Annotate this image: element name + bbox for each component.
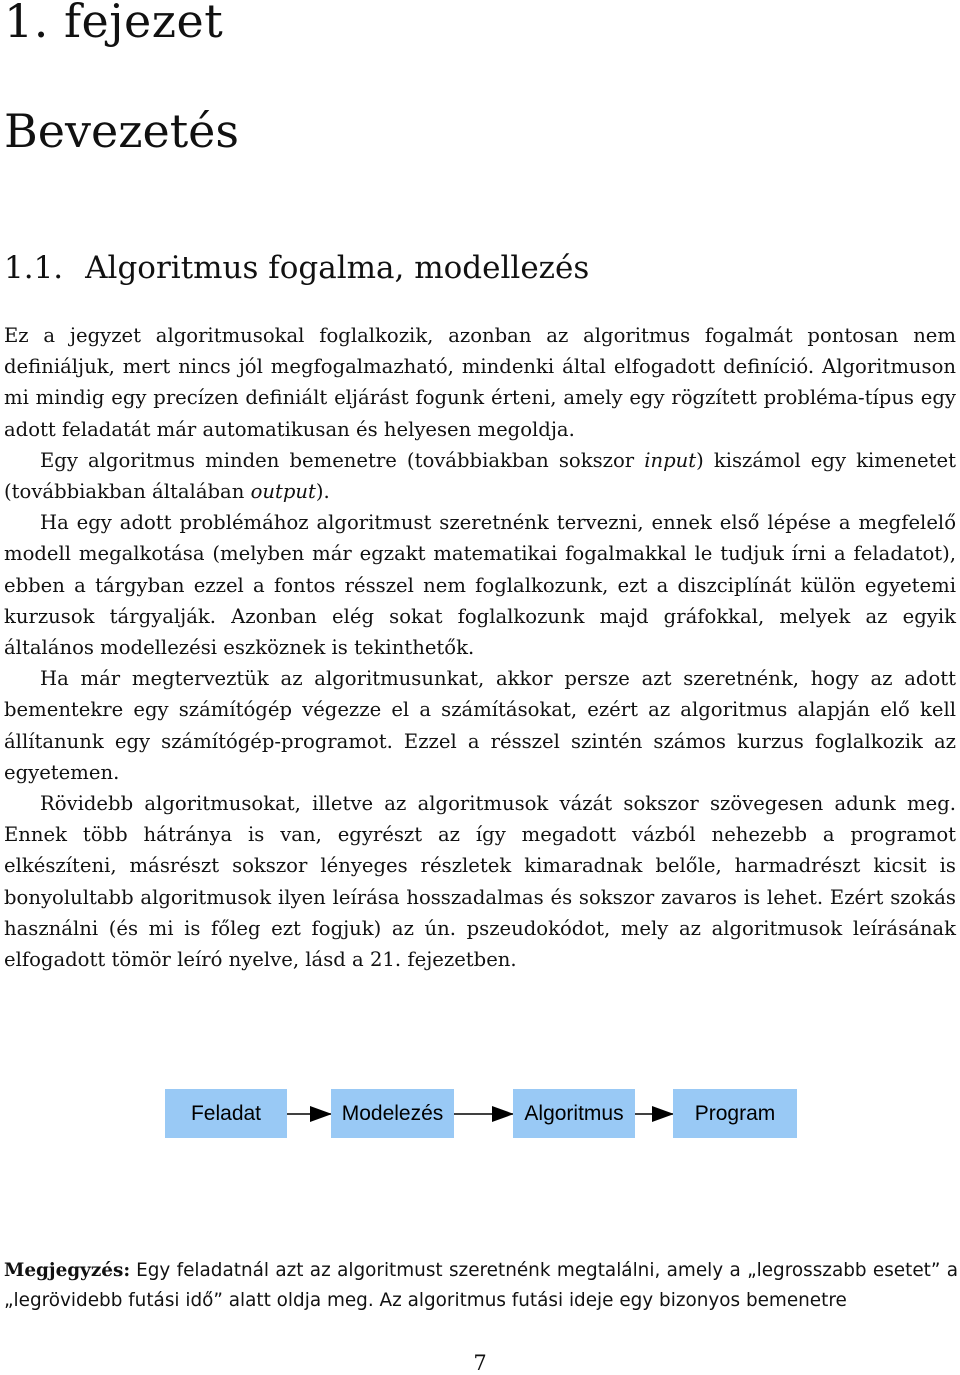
- paragraph-1: Ez a jegyzet algoritmusokal foglalkozik, azonban az algoritmus fogalmát pontosan nem definiáljuk, mert nincs jól megfogalmazható, mindenki által elfogadott definíció. Algoritmuson mi mindig egy precízen definiált eljárást fogunk érteni, amely egy rögzített probléma-típus egy adott feladatát már automatikusan és helyesen megoldja.: [4, 324, 956, 441]
- section-number: 1.1.: [4, 250, 64, 286]
- paragraph-2-part-c: ) kiszámol egy kimenetet (továbbiakban általában: [4, 448, 956, 504]
- section-heading: [4, 250, 589, 286]
- term-input: input: [644, 448, 697, 472]
- paragraph-2: [4, 445, 956, 507]
- arrowhead-icon: [652, 1106, 674, 1122]
- diagram-box-modelezes: Modelezés: [331, 1089, 454, 1138]
- page-number: 7: [473, 1351, 487, 1375]
- section-title: Algoritmus fogalma, modellezés: [85, 250, 590, 286]
- diagram-box-algoritmus: Algoritmus: [513, 1089, 635, 1138]
- diagram-box-feladat: Feladat: [165, 1089, 287, 1138]
- paragraph-2-part-a: Egy algoritmus minden bemenetre (továbbiakban sokszor: [40, 448, 645, 472]
- paragraph-5: Rövidebb algoritmusokat, illetve az algoritmusok vázát sokszor szövegesen adunk meg. Ennek több hátránya is van, egyrészt az így megadott vázból nehezebb a programot elkészíteni, másrészt sokszor lényeges részletek kimaradnak belőle, harmadrészt kicsit is bonyolultabb algoritmusok ilyen leírása hosszadalmas és sokszor zavaros is lehet. Ezért szokás használni (és mi is főleg ezt fogjuk) az ún. pszeudokódot, mely az algoritmusok leírásának elfogadott tömör leíró nyelve, lásd a 21. fejezetben.: [4, 792, 956, 972]
- chapter-title: Bevezetés: [4, 104, 240, 158]
- body-text: [4, 320, 956, 975]
- note-text: Egy feladatnál azt az algoritmust szeretnénk megtalálni, amely a „legrosszabb esetet” a „legrövidebb futási idő” alatt oldja meg. Az algoritmus futási ideje egy bizonyos bemenetre: [4, 1260, 958, 1311]
- arrowhead-icon: [492, 1106, 514, 1122]
- paragraph-2-part-e: ).: [315, 480, 330, 504]
- paragraph-3: Ha egy adott problémához algoritmust szeretnénk tervezni, ennek első lépése a megfelelő modell megalkotása (melyben már egzakt matematikai fogalmakkal le tudjuk írni a feladatot), ebben a tárgyban ezzel a fontos résszel nem foglalkozunk, ezt a diszciplínát külön egyetemi kurzusok tárgyalják. Azonban elég sokat foglalkozunk majd gráfokkal, melyek az egyik általános modellezési eszköznek is tekinthetők.: [4, 511, 956, 660]
- note: [4, 1256, 958, 1316]
- arrowhead-icon: [310, 1106, 332, 1122]
- term-output: output: [250, 480, 316, 504]
- diagram-box-program: Program: [673, 1089, 797, 1138]
- chapter-number: 1. fejezet: [4, 0, 224, 48]
- paragraph-4: Ha már megterveztük az algoritmusunkat, akkor persze azt szeretnénk, hogy az adott bementekre egy számítógép végezze el a számításokat, ezért az algoritmus alapján elő kell állítanunk egy számítógép-programot. Ezzel a résszel szintén számos kurzus foglalkozik az egyetemen.: [4, 667, 956, 784]
- note-label: Megjegyzés:: [4, 1260, 131, 1281]
- workflow-diagram: [165, 1089, 797, 1138]
